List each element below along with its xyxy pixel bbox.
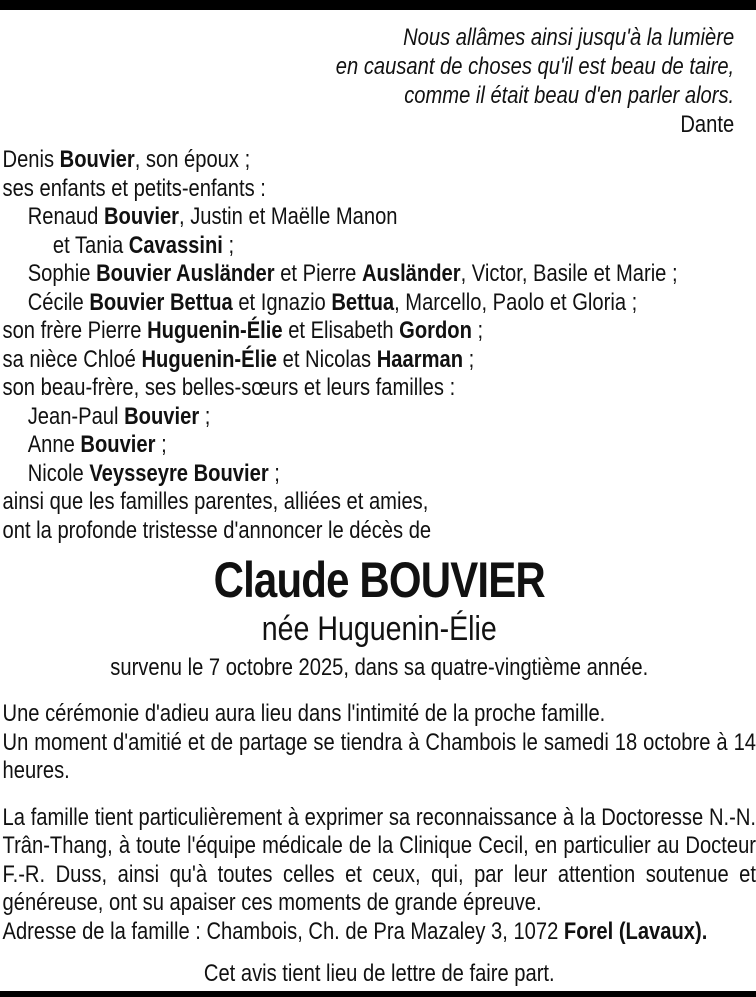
regular-text: et Ignazio [232,288,332,316]
regular-text: ses enfants et petits-enfants : [2,174,266,202]
notice-content [0,23,756,988]
regular-text: Adresse de la famille : Chambois, Ch. de Pra Mazaley 3, 1072 [2,917,564,945]
ceremony-paragraph: Une cérémonie d'adieu aura lieu dans l'intimité de la proche famille. [2,700,606,727]
bottom-border [0,991,756,997]
regular-text: , son époux ; [134,146,251,173]
bold-text: Bettua [331,288,395,316]
regular-text: Anne [27,431,81,458]
deceased-name: Claude BOUVIER [213,552,545,608]
family-list [3,146,756,545]
bold-text: Huguenin-Élie [141,345,278,373]
regular-text: , Victor, Basile et Marie ; [460,260,678,287]
quote-attribution: Dante [680,111,735,138]
regular-text: Denis [2,146,60,173]
regular-text: Renaud [27,203,104,230]
bold-text: Forel (Lavaux). [563,917,708,945]
regular-text: et Pierre [274,260,363,287]
family-address [3,918,756,947]
regular-text: ainsi que les familles parentes, alliées et amies, [2,488,429,515]
regular-text: sa nièce Chloé [2,345,142,373]
regular-text: Nicole [27,459,90,487]
bold-text: Bouvier Ausländer [96,260,275,287]
closing-statement: Cet avis tient lieu de lettre de faire part. [203,960,555,987]
family-line [3,317,756,346]
regular-text: ; [471,317,484,344]
maiden-name: née Huguenin-Élie [261,610,497,648]
regular-text: ; [268,459,280,487]
regular-text: et Tania [52,231,129,259]
bold-text: Haarman [376,345,464,373]
regular-text: et Nicolas [277,345,377,373]
family-line [3,460,756,489]
family-line [3,488,756,517]
family-line [3,175,756,204]
acknowledgement-paragraph: La famille tient particulièrement à exprimer sa reconnaissance à la Doctoresse N.-N. Trân-Thang, à toute l'équipe médicale de la Clinique Cecil, en particulier au Docteur F.-R. Duss, ainsi qu'à toutes celles et ceux, qui, par leur attention soutenue et généreuse, ont su apaiser ces moments de grande épreuve. [2,803,756,916]
regular-text: ; [155,431,167,458]
family-line [3,403,756,432]
family-line [3,232,756,261]
acknowledgement-section [3,804,756,947]
regular-text: Sophie [27,260,97,287]
bold-text: Bouvier [124,402,200,430]
bold-text: Bouvier [59,146,135,173]
bold-text: Veysseyre Bouvier [89,459,269,487]
regular-text: ; [199,402,211,430]
regular-text: Jean-Paul [27,402,125,430]
regular-text: ; [222,231,235,259]
regular-text: son frère Pierre [2,317,148,344]
regular-text: Cécile [27,288,90,316]
family-line [3,374,756,403]
bold-text: Huguenin-Élie [147,317,283,344]
bold-text: Ausländer [362,260,461,287]
bold-text: Bouvier [103,203,180,230]
epigraph-quote [3,23,756,139]
regular-text: , Marcello, Paolo et Gloria ; [394,288,638,316]
regular-text: son beau-frère, ses belles-sœurs et leurs familles : [2,374,456,401]
family-line [3,260,756,289]
death-statement: survenu le 7 octobre 2025, dans sa quatre-vingtième année. [110,654,649,681]
ceremony-section [3,700,756,786]
family-line [3,146,756,175]
bold-text: Gordon [399,317,472,344]
bold-text: Bouvier Bettua [89,288,233,316]
regular-text: , Justin et Maëlle Manon [179,203,398,230]
regular-text: ; [463,345,475,373]
regular-text: ont la profonde tristesse d'annoncer le décès de [2,516,432,544]
quote-line: en causant de choses qu'il est beau de taire, [335,53,735,80]
quote-line: Nous allâmes ainsi jusqu'à la lumière [403,24,735,51]
family-line [3,346,756,375]
family-line [3,289,756,318]
bold-text: Bouvier [80,431,156,458]
regular-text: et Elisabeth [282,317,400,344]
ceremony-paragraph: Un moment d'amitié et de partage se tiendra à Chambois le samedi 18 octobre à 14 heures. [2,728,756,784]
bold-text: Cavassini [128,231,223,259]
family-line [3,203,756,232]
family-line [3,431,756,460]
family-line [3,517,756,546]
quote-line: comme il était beau d'en parler alors. [404,82,735,109]
top-border [0,0,756,10]
